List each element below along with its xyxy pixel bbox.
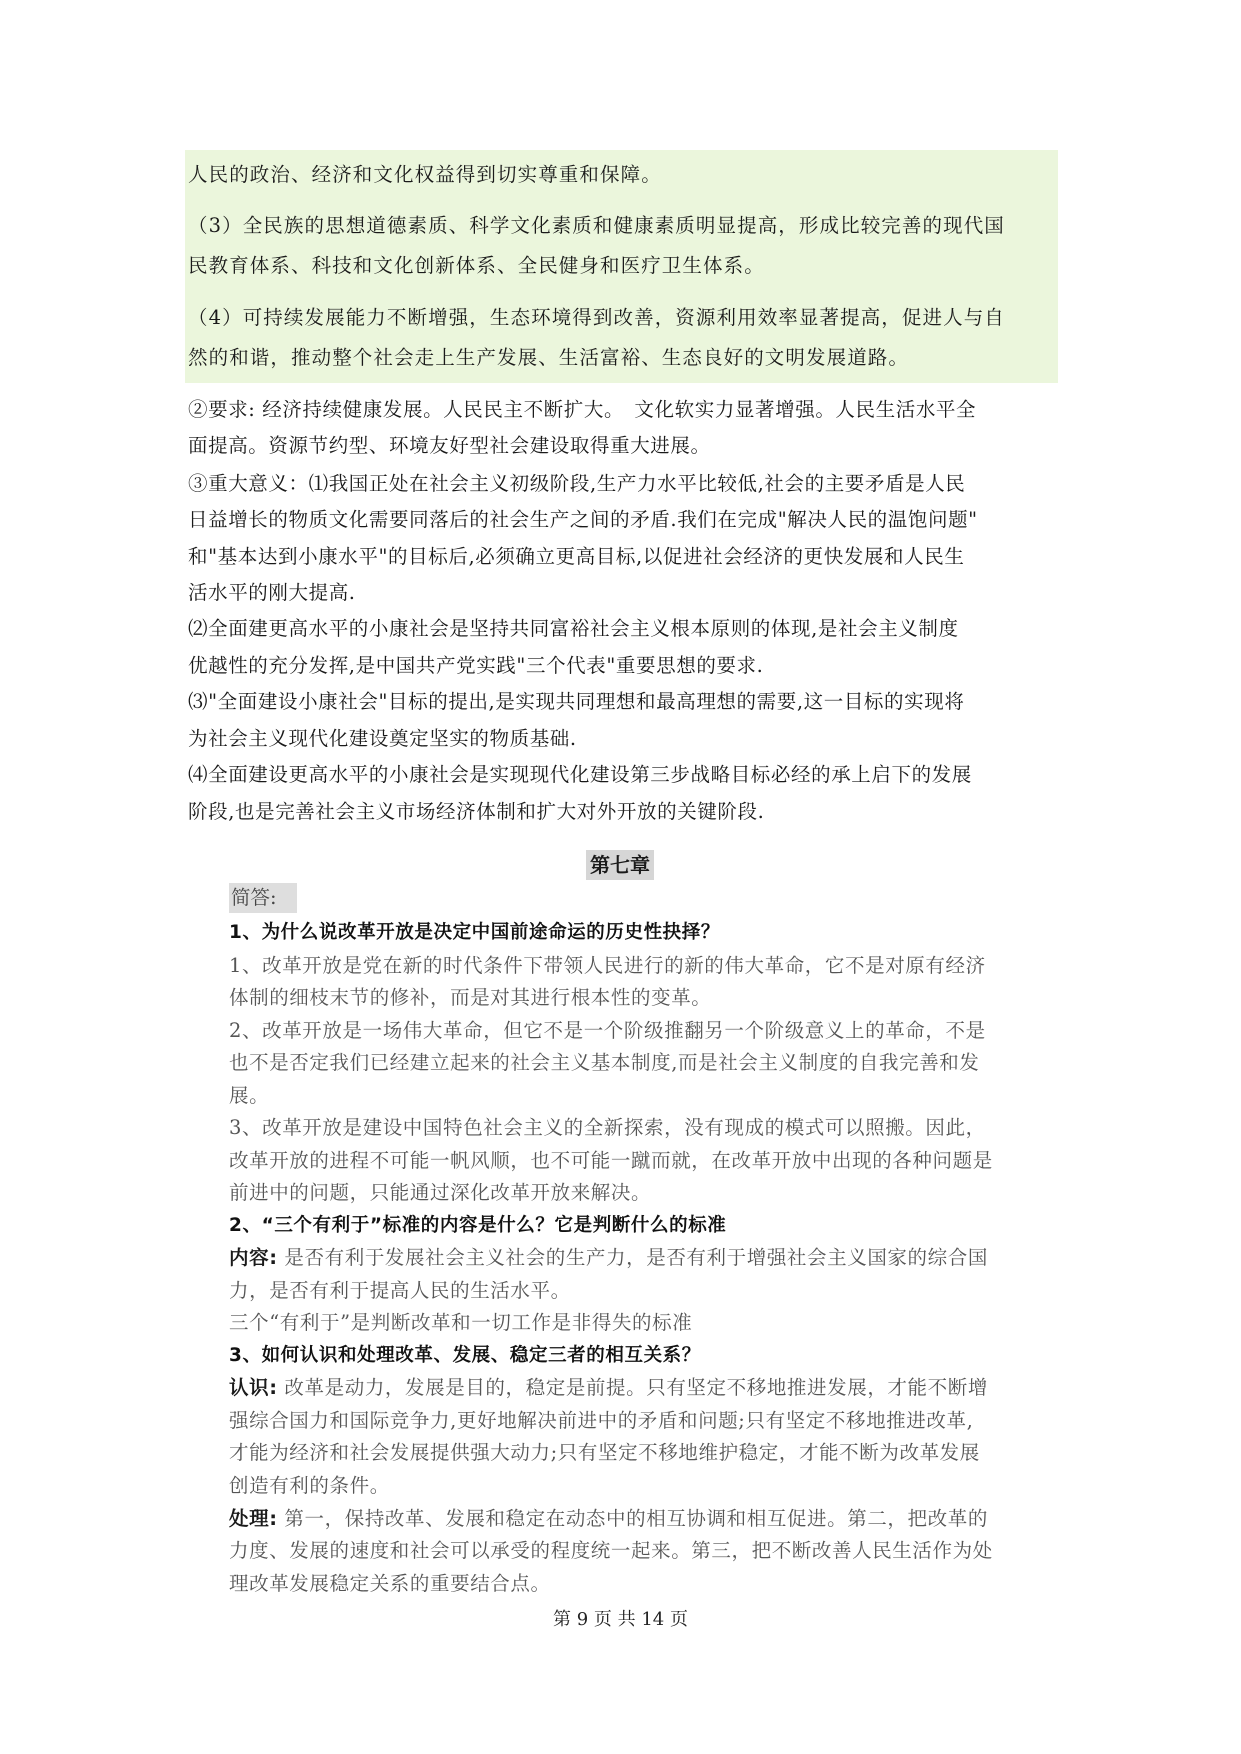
text-line: 1、改革开放是党在新的时代条件下带领人民进行的新的伟大革命，它不是对原有经济 <box>229 954 986 977</box>
text-line: 体制的细枝末节的修补，而是对其进行根本性的变革。 <box>229 986 712 1009</box>
content-label: 内容: <box>229 1246 278 1269</box>
text-line: 才能为经济和社会发展提供强大动力;只有坚定不移地维护稳定，才能不断为改革发展 <box>229 1441 980 1464</box>
text-line: 创造有利的条件。 <box>229 1474 390 1497</box>
text-line: ⑷全面建设更高水平的小康社会是实现现代化建设第三步战略目标必经的承上启下的发展 <box>188 763 972 786</box>
text-line: 为社会主义现代化建设奠定坚实的物质基础. <box>188 727 577 750</box>
page-footer: 第 9 页 共 14 页 <box>553 1609 688 1630</box>
text-line: 展。 <box>229 1084 270 1107</box>
text-line: （4）可持续发展能力不断增强，生态环境得到改善，资源利用效率显著提高，促进人与自 <box>188 306 1005 329</box>
text-line: 前进中的问题，只能通过深化改革开放来解决。 <box>229 1181 652 1204</box>
text-line: 面提高。资源节约型、环境友好型社会建设取得重大进展。 <box>188 434 711 457</box>
text-line: 力度、发展的速度和社会可以承受的程度统一起来。第三，把不断改善人民生活作为处 <box>229 1539 993 1562</box>
text-line: 理改革发展稳定关系的重要结合点。 <box>229 1572 551 1595</box>
text-line: 然的和谐，推动整个社会走上生产发展、生活富裕、生态良好的文明发展道路。 <box>188 346 910 369</box>
text-line: 改革开放的进程不可能一帆风顺，也不可能一蹴而就，在改革开放中出现的各种问题是 <box>229 1149 993 1172</box>
text-line: 也不是否定我们已经建立起来的社会主义基本制度,而是社会主义制度的自我完善和发 <box>229 1051 980 1074</box>
content-text: 是否有利于发展社会主义社会的生产力，是否有利于增强社会主义国家的综合国 <box>284 1246 988 1269</box>
text-line: 强综合国力和国际竞争力,更好地解决前进中的矛盾和问题;只有坚定不移地推进改革, <box>229 1409 974 1432</box>
text-line: 民教育体系、科技和文化创新体系、全民健身和医疗卫生体系。 <box>188 254 765 277</box>
text-line: 和"基本达到小康水平"的目标后,必须确立更高目标,以促进社会经济的更快发展和人民生 <box>188 545 965 568</box>
text-line: 阶段,也是完善社会主义市场经济体制和扩大对外开放的关键阶段. <box>188 800 765 823</box>
question-heading: 3、如何认识和处理改革、发展、稳定三者的相互关系？ <box>229 1345 701 1366</box>
text-line: ③重大意义：⑴我国正处在社会主义初级阶段,生产力水平比较低,社会的主要矛盾是人民 <box>188 472 966 495</box>
text-line: 日益增长的物质文化需要同落后的社会生产之间的矛盾.我们在完成"解决人民的温饱问题" <box>188 508 978 531</box>
text-line: 三个“有利于”是判断改革和一切工作是非得失的标准 <box>229 1311 693 1334</box>
question-heading: 1、为什么说改革开放是决定中国前途命运的历史性抉择？ <box>229 922 720 943</box>
text-line: 人民的政治、经济和文化权益得到切实尊重和保障。 <box>188 163 662 186</box>
handle-text: 第一，保持改革、发展和稳定在动态中的相互协调和相互促进。第二，把改革的 <box>284 1507 988 1530</box>
text-line: ②要求: 经济持续健康发展。人民民主不断扩大。 文化软实力显著增强。人民生活水平全 <box>188 398 977 421</box>
question-heading: 2、“三个有利于”标准的内容是什么？它是判断什么的标准 <box>229 1215 727 1236</box>
text-line <box>229 1242 988 1273</box>
text-line: 力，是否有利于提高人民的生活水平。 <box>229 1279 571 1302</box>
know-text: 改革是动力，发展是目的，稳定是前提。只有坚定不移地推进发展，才能不断增 <box>284 1376 988 1399</box>
text-line: （3）全民族的思想道德素质、科学文化素质和健康素质明显提高，形成比较完善的现代国 <box>188 214 1005 237</box>
handle-label: 处理: <box>229 1507 278 1530</box>
text-line <box>229 1503 988 1534</box>
text-line: ⑶"全面建设小康社会"目标的提出,是实现共同理想和最高理想的需要,这一目标的实现将 <box>188 690 965 713</box>
section-label: 简答: <box>229 883 297 913</box>
text-line: 3、改革开放是建设中国特色社会主义的全新探索，没有现成的模式可以照搬。因此， <box>229 1116 986 1139</box>
text-line: 2、改革开放是一场伟大革命，但它不是一个阶级推翻另一个阶级意义上的革命，不是 <box>229 1019 986 1042</box>
text-line <box>229 1372 988 1403</box>
text-line: ⑵全面建更高水平的小康社会是坚持共同富裕社会主义根本原则的体现,是社会主义制度 <box>188 617 959 640</box>
know-label: 认识: <box>229 1376 278 1399</box>
chapter-title: 第七章 <box>586 850 654 880</box>
text-line: 活水平的刚大提高. <box>188 581 356 604</box>
text-line: 优越性的充分发挥,是中国共产党实践"三个代表"重要思想的要求. <box>188 654 764 677</box>
